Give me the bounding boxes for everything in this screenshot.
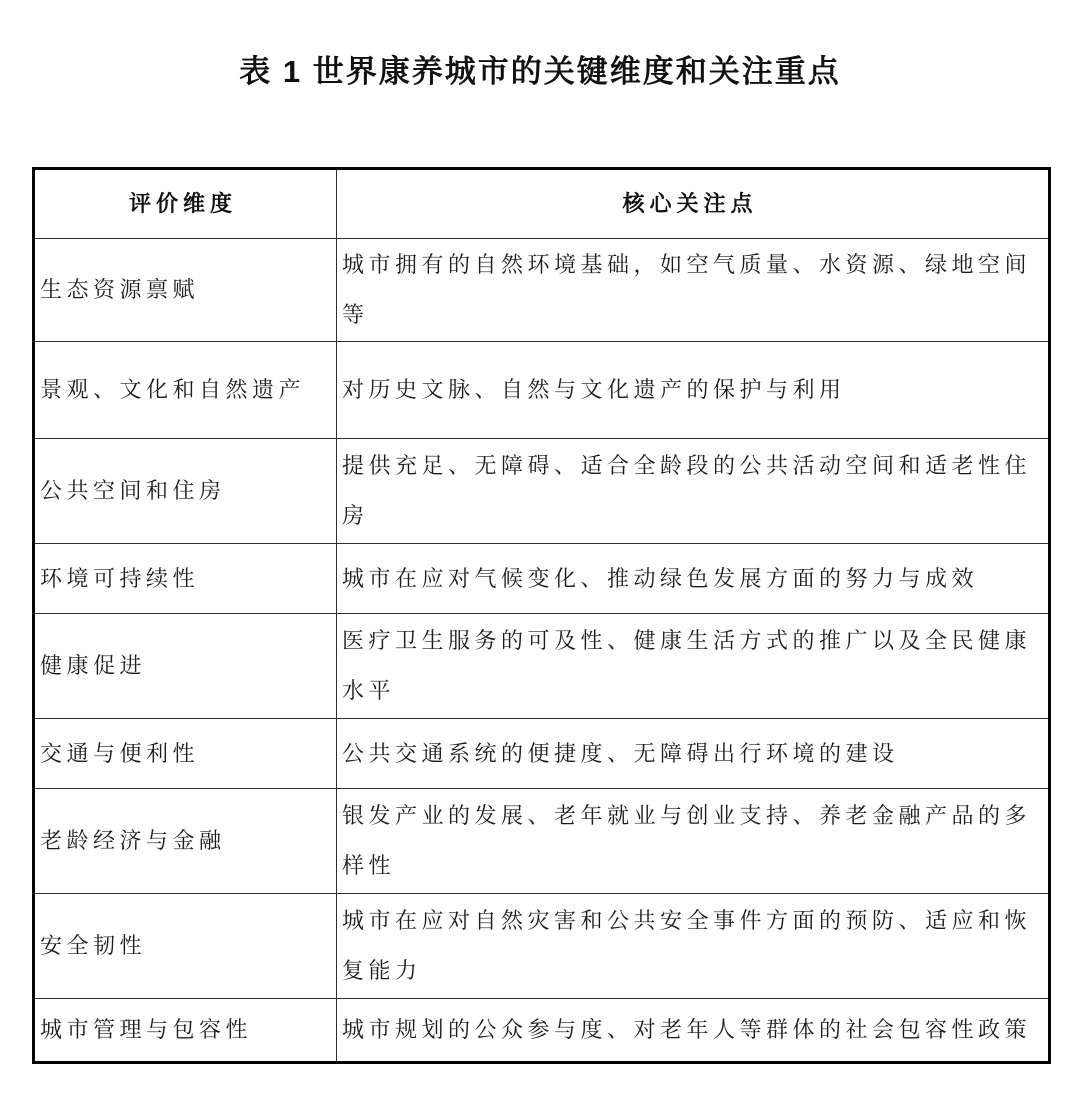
cell-dimension: 生态资源禀赋 <box>34 239 337 342</box>
table-row <box>34 894 1050 999</box>
table-row <box>34 614 1050 719</box>
cell-dimension: 交通与便利性 <box>34 719 337 789</box>
header-row <box>34 169 1050 239</box>
cell-focus: 城市在应对自然灾害和公共安全事件方面的预防、适应和恢复能力 <box>337 894 1050 999</box>
cell-focus: 城市拥有的自然环境基础，如空气质量、水资源、绿地空间等 <box>337 239 1050 342</box>
table-row <box>34 239 1050 342</box>
table-row <box>34 544 1050 614</box>
cell-focus: 城市规划的公众参与度、对老年人等群体的社会包容性政策 <box>337 999 1050 1063</box>
table-body <box>34 239 1050 1063</box>
dimensions-table <box>32 167 1051 1064</box>
cell-focus: 银发产业的发展、老年就业与创业支持、养老金融产品的多样性 <box>337 789 1050 894</box>
table-header <box>34 169 1050 239</box>
table-caption: 表 1 世界康养城市的关键维度和关注重点 <box>239 54 841 89</box>
column-header-dimension: 评价维度 <box>34 169 337 239</box>
cell-dimension: 公共空间和住房 <box>34 439 337 544</box>
cell-dimension: 景观、文化和自然遗产 <box>34 342 337 439</box>
cell-dimension: 城市管理与包容性 <box>34 999 337 1063</box>
cell-dimension: 环境可持续性 <box>34 544 337 614</box>
cell-focus: 医疗卫生服务的可及性、健康生活方式的推广以及全民健康水平 <box>337 614 1050 719</box>
cell-focus: 公共交通系统的便捷度、无障碍出行环境的建设 <box>337 719 1050 789</box>
cell-focus: 对历史文脉、自然与文化遗产的保护与利用 <box>337 342 1050 439</box>
table-row <box>34 342 1050 439</box>
table-row <box>34 789 1050 894</box>
column-header-focus: 核心关注点 <box>337 169 1050 239</box>
table-row <box>34 999 1050 1063</box>
cell-focus: 城市在应对气候变化、推动绿色发展方面的努力与成效 <box>337 544 1050 614</box>
cell-dimension: 健康促进 <box>34 614 337 719</box>
table-row <box>34 719 1050 789</box>
cell-dimension: 老龄经济与金融 <box>34 789 337 894</box>
cell-focus: 提供充足、无障碍、适合全龄段的公共活动空间和适老性住房 <box>337 439 1050 544</box>
table-row <box>34 439 1050 544</box>
cell-dimension: 安全韧性 <box>34 894 337 999</box>
